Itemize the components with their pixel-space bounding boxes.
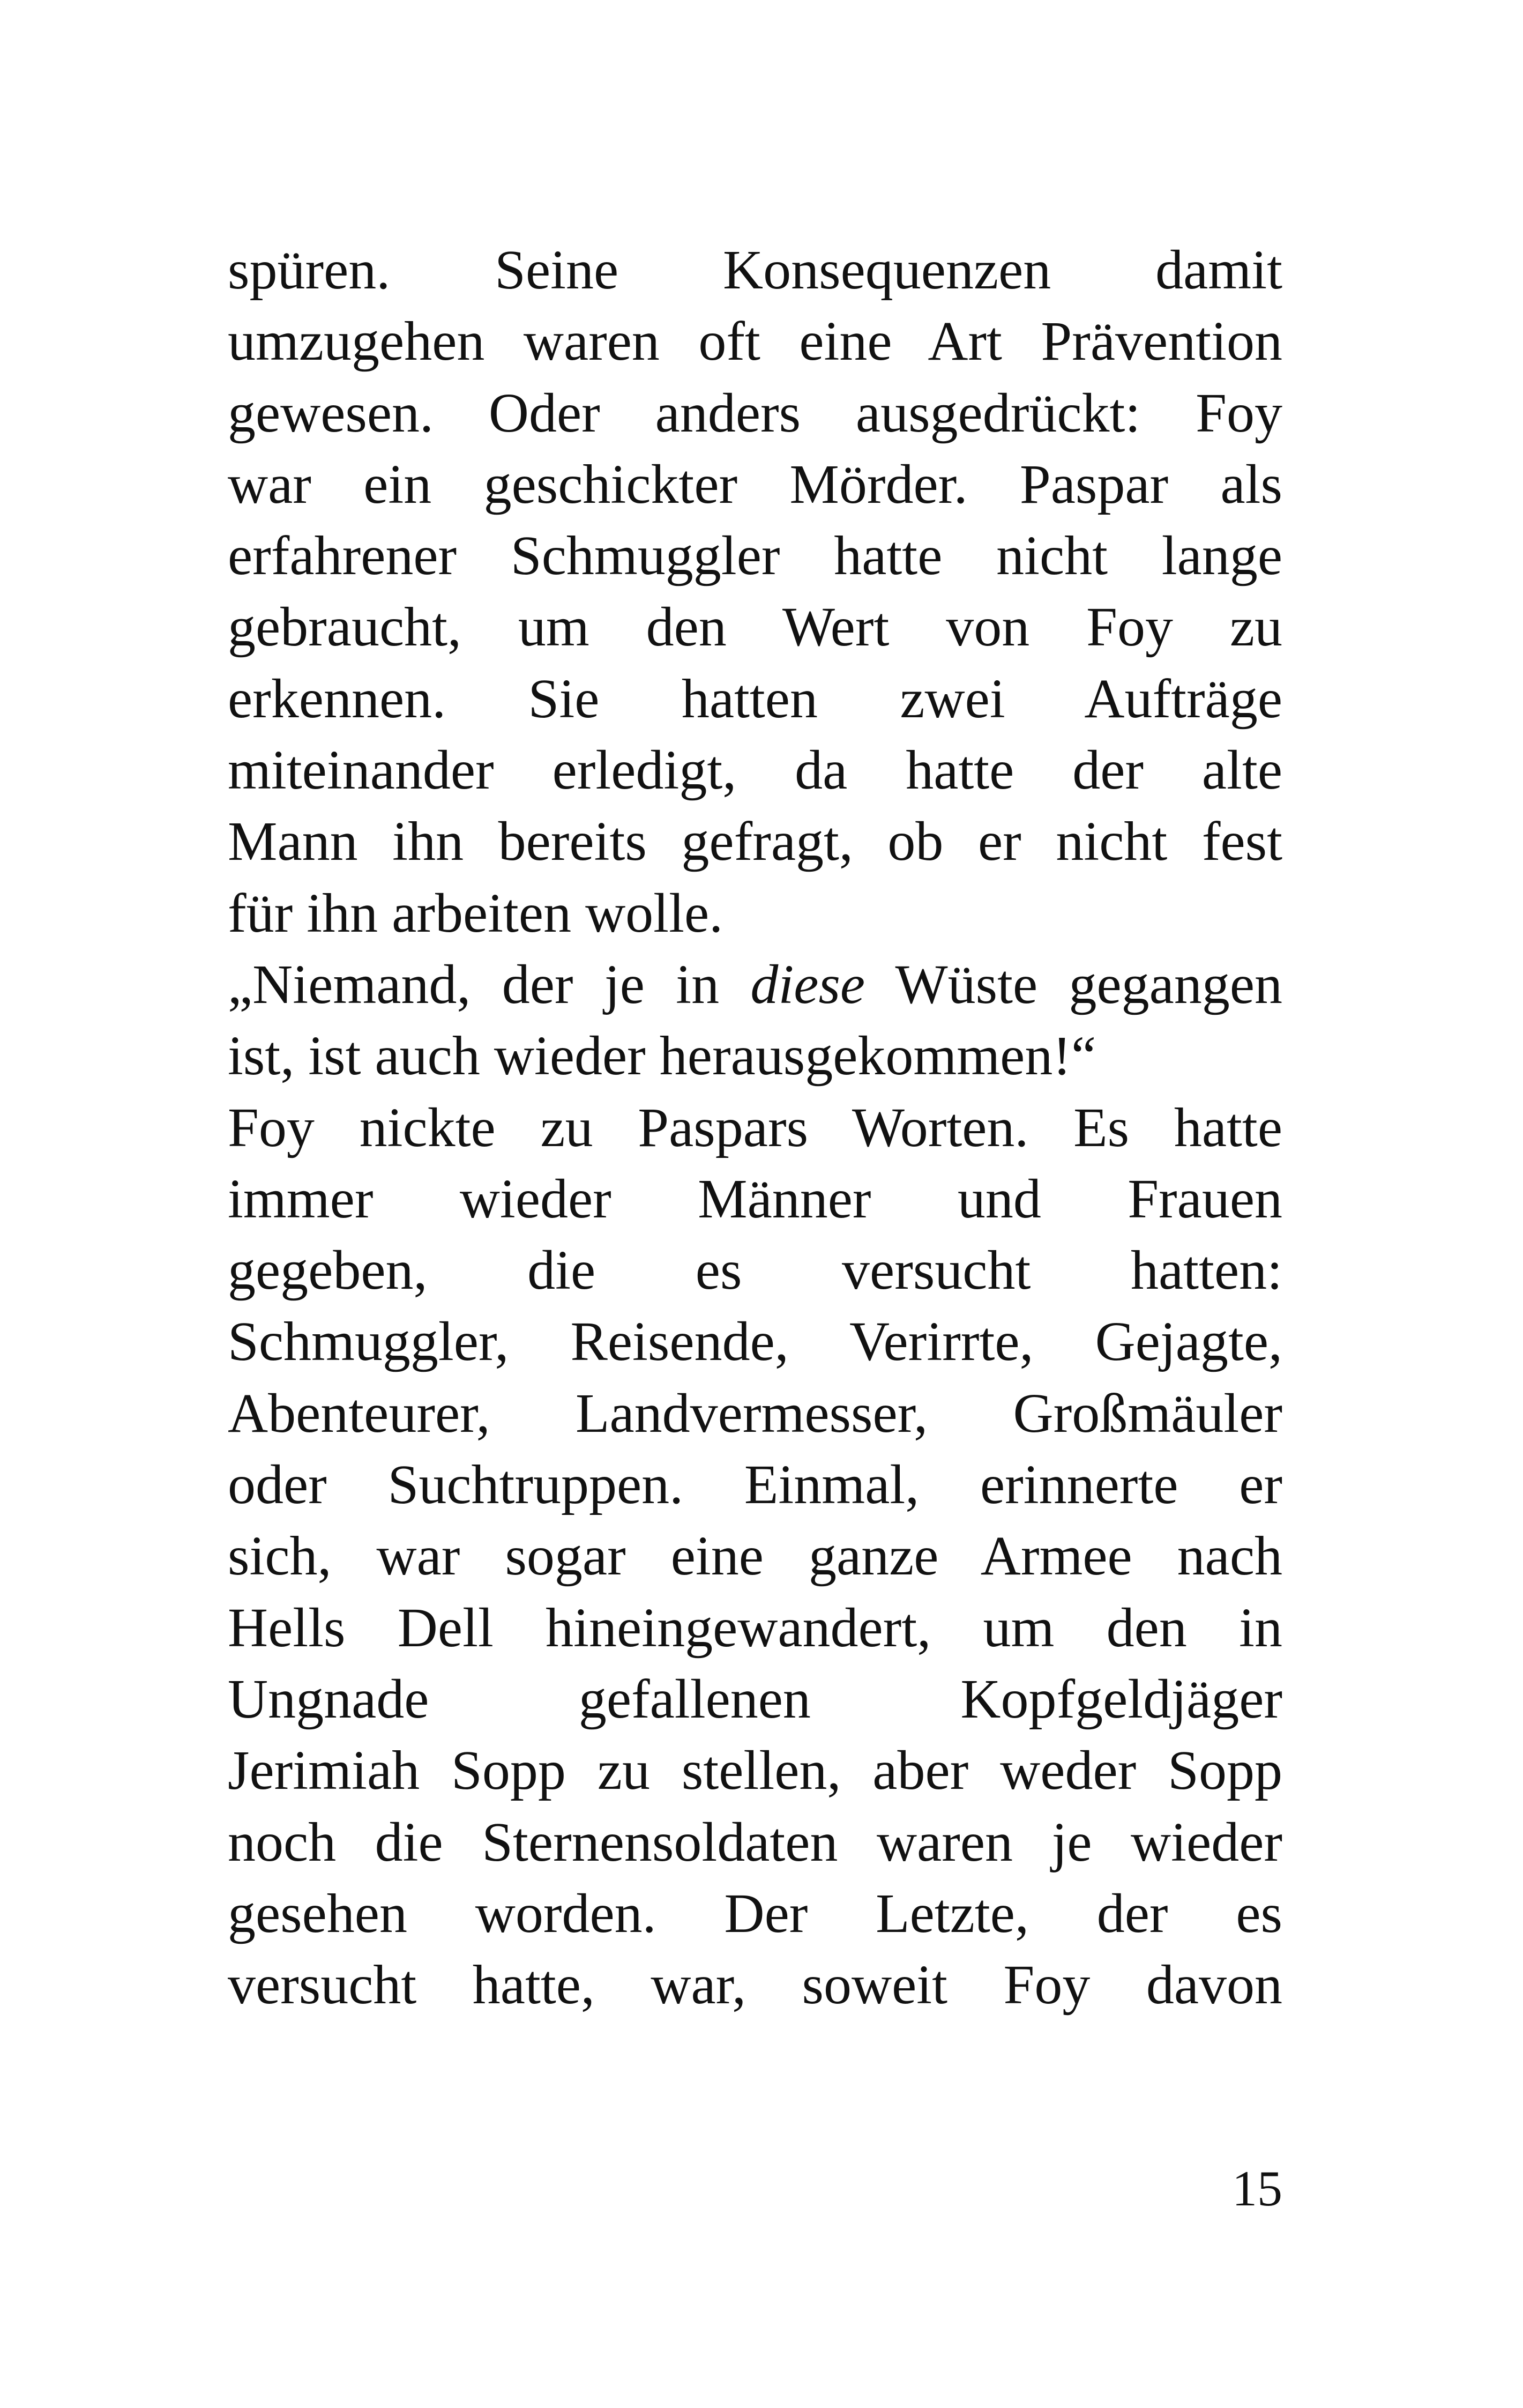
text-line: gegeben, die es versucht hatten: [228, 1239, 1282, 1302]
text-line: gesehen worden. Der Letzte, der es [228, 1882, 1282, 1944]
text-line: umzugehen waren oft eine Art Prävention [228, 310, 1282, 373]
body-text [228, 234, 1282, 2020]
emphasized-word: diese [750, 953, 865, 1015]
text-line: gebraucht, um den Wert von Foy zu [228, 596, 1282, 658]
text-segment: „Niemand, der je in [228, 953, 751, 1015]
text-line: Schmuggler, Reisende, Verirrte, Gejagte, [228, 1311, 1282, 1373]
text-line: gewesen. Oder anders ausgedrückt: Foy [228, 382, 1282, 444]
text-line: immer wieder Männer und Frauen [228, 1168, 1282, 1230]
text-line: für ihn arbeiten wolle. [228, 882, 723, 944]
text-line: erfahrener Schmuggler hatte nicht lange [228, 525, 1282, 587]
text-line: war ein geschickter Mörder. Paspar als [228, 453, 1282, 515]
text-line: versucht hatte, war, soweit Foy davon [228, 1954, 1282, 2016]
text-line: noch die Sternensoldaten waren je wieder [228, 1811, 1282, 1873]
text-line: sich, war sogar eine ganze Armee nach [228, 1525, 1282, 1587]
text-segment: Wüste gegangen [865, 953, 1282, 1015]
text-line: Foy nickte zu Paspars Worten. Es hatte [228, 1096, 1282, 1158]
text-line: spüren. Seine Konsequenzen damit [228, 239, 1282, 301]
text-line: ist, ist auch wieder herausgekommen!“ [228, 1025, 1096, 1087]
page-number: 15 [1232, 2161, 1282, 2217]
text-line: Hells Dell hineingewandert, um den in [228, 1596, 1282, 1659]
text-line-with-emphasis [228, 949, 1282, 1020]
text-line: oder Suchtruppen. Einmal, erinnerte er [228, 1454, 1282, 1516]
text-line: Abenteurer, Landvermesser, Großmäuler [228, 1382, 1282, 1444]
text-line: Ungnade gefallenen Kopfgeldjäger [228, 1668, 1282, 1730]
text-line: miteinander erledigt, da hatte der alte [228, 739, 1282, 801]
text-line: Mann ihn bereits gefragt, ob er nicht fest [228, 811, 1282, 873]
text-line: Jerimiah Sopp zu stellen, aber weder Sopp [228, 1740, 1282, 1802]
text-line: erkennen. Sie hatten zwei Aufträge [228, 667, 1282, 730]
